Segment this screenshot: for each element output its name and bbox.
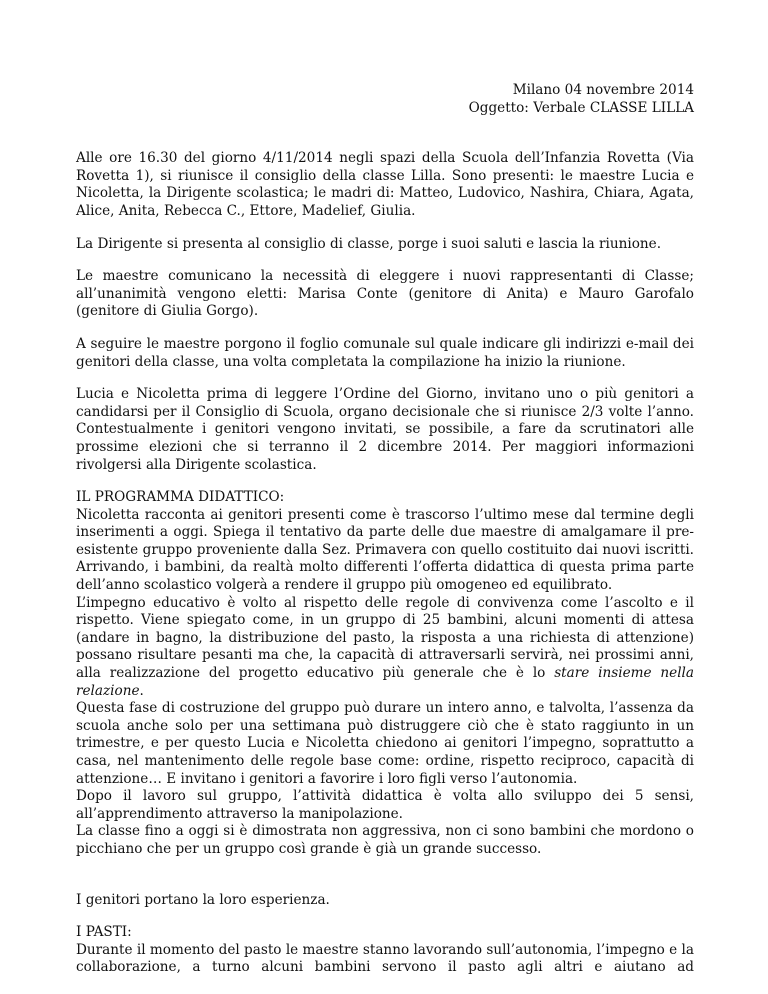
genitori-paragraph: I genitori portano la loro esperienza. [76,891,330,908]
section-heading-programma: IL PROGRAMMA DIDATTICO: [76,489,285,506]
section-heading-pasti: I PASTI: [76,924,132,941]
letter-header [76,82,694,117]
programma-paragraph-4: Dopo il lavoro sul gruppo, l’attività didattica è volta allo sviluppo dei 5 sensi, all’apprendimento attraverso la manipolazione. [76,788,694,822]
section-programma [76,489,694,858]
programma-paragraph-5: La classe fino a oggi si è dimostrata non aggressiva, non ci sono bambini che mordono o picchiano che per un gruppo così grande è già un grande successo. [76,823,694,857]
programma-p2-text: L’impegno educativo è volto al rispetto delle regole di convivenza come l’ascolto e il rispetto. Viene spiegato come, in un gruppo di 25 bambini, alcuni momenti di attesa (andare in bagno, la distribuzione del pasto, la risposta a una richiesta di attenzione) possano risultare pesanti ma che, la capacità di attraversarli servirà, nei prossimi anni, alla realizzazione del progetto educativo più generale che è lo [76,594,694,682]
intro-paragraph-dirigente: La Dirigente si presenta al consiglio di classe, porge i suoi saluti e lascia la riunione. [76,235,662,252]
programma-p2-end: . [139,682,144,699]
pasti-paragraph-1: Durante il momento del pasto le maestre stanno lavorando sull’autonomia, l’impegno e la collaborazione, a turno alcuni bambini servono il pasto agli altri e aiutano ad [76,941,694,976]
programma-p2-emphasis: stare insieme nella relazione [76,665,694,699]
programma-paragraph-1: Nicoletta racconta ai genitori presenti come è trascorso l’ultimo mese dal termine degli inserimenti a oggi. Spiega il tentativo da parte delle due maestre di amalgamare il pre-esistente gruppo proveniente dalla Sez. Primavera con quello costituito dai nuovi iscritti. Arrivando, i bambini, da realtà molto differenti l’offerta didattica di questa prima parte dell’anno scolastico volgerà a rendere il gruppo più omogeneo ed equilibrato. [76,506,694,594]
programma-paragraph-3: Questa fase di costruzione del gruppo può durare un intero anno, e talvolta, l’assenza da scuola anche solo per una settimana può distruggere ciò che è stato raggiunto in un trimestre, e per questo Lucia e Nicoletta chiedono ai genitori l’impegno, soprattutto a casa, nel mantenimento delle regole base come: ordine, rispetto reciproco, capacità di attenzione… E invitano i genitori a favorire i loro figli verso l’autonomia. [76,700,694,787]
intro-paragraph-consiglio: Lucia e Nicoletta prima di leggere l’Ordine del Giorno, invitano uno o più genitori a candidarsi per il Consiglio di Scuola, organo decisionale che si riunisce 2/3 volte l’anno. Contestualmente i genitori vengono invitati, se possibile, a fare da scrutinatori alle prossime elezioni che si terranno il 2 dicembre 2014. Per maggiori informazioni rivolgersi alla Dirigente scolastica. [76,386,694,473]
section-pasti [76,924,694,977]
place-date: Milano 04 novembre 2014 [512,82,694,98]
intro-paragraph-attendance: Alle ore 16.30 del giorno 4/11/2014 negli spazi della Scuola dell’Infanzia Rovetta (Via Rovetta 1), si riunisce il consiglio della classe Lilla. Sono presenti: le maestre Lucia e Nicoletta, la Dirigente scolastica; le madri di: Matteo, Ludovico, Nashira, Chiara, Agata, Alice, Anita, Rebecca C., Ettore, Madelief, Giulia. [76,150,694,219]
document-page [76,82,694,977]
intro-paragraph-email: A seguire le maestre porgono il foglio comunale sul quale indicare gli indirizzi e-mail dei genitori della classe, una volta completata la compilazione ha inizio la riunione. [76,335,694,370]
programma-paragraph-2 [76,595,694,701]
subject-line: Oggetto: Verbale CLASSE LILLA [468,99,694,116]
intro-paragraph-rappresentanti: Le maestre comunicano la necessità di eleggere i nuovi rappresentanti di Classe; all’unanimità vengono eletti: Marisa Conte (genitore di Anita) e Mauro Garofalo (genitore di Giulia Gorgo). [76,268,694,320]
